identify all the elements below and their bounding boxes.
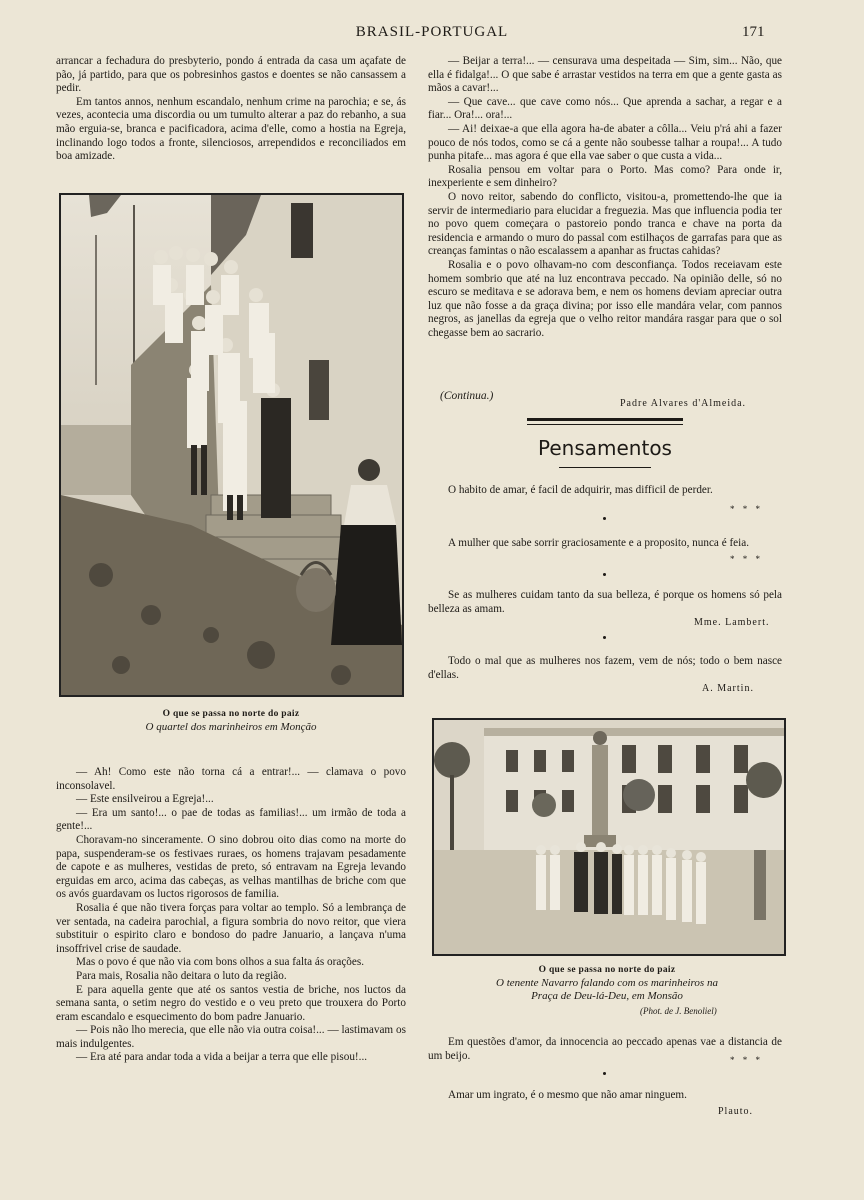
thought-item <box>428 1089 782 1103</box>
continued-note: (Continua.) <box>440 390 494 402</box>
paragraph: Choravam-no sinceramente. O sino dobrou oito dias como na morte do papa, suspenderam-se os festivaes ruraes, os homens trajavam pesadamente de capote e as mulheres, vestidas de preto, só entravam na Egreja levando erguidas em arco, acima das cabeças, as velhas mantilhas de briche com que os avós guardavam os luctos rigorosos de familia. <box>56 833 406 901</box>
left-column-bottom-text <box>56 766 406 1065</box>
paragraph: Rosalia e o povo olhavam-no com desconfiança. Todos receiavam este homem sombrio que até na luz encontrava peccado. Na opinião delle, só no escuro se meditava e se adorava bem, e nem os homens deviam apreciar outra luz que não fosse a da graça divina; por isso elle mandára velar, com pannos negros, as janellas da egreja que o velho reitor mandára rasgar para que o sol chegasse bem ao sacrario. <box>428 258 782 339</box>
paragraph: E para aquella gente que até os santos vestia de briche, nos luctos da semana santa, o setim negro do vestido e o veu preto que trouxera do Porto eram escandalo e esquecimento do bom padre Januario. <box>56 983 406 1023</box>
thought-item <box>428 537 782 551</box>
page-header-title: BRASIL-PORTUGAL <box>355 24 509 40</box>
caption-title: O que se passa no norte do paiz <box>538 965 676 975</box>
photo1-caption <box>56 708 406 734</box>
thought-text: Em questões d'amor, da innocencia ao peccado apenas vae a distancia de um beijo. <box>428 1036 782 1062</box>
photo-illustration <box>434 720 784 954</box>
thought-text: Se as mulheres cuidam tanto da sua belleza, é porque os homens só pela belleza as amam. <box>428 589 782 615</box>
section-title: Pensamentos <box>538 436 672 460</box>
author-signature: Padre Alvares d'Almeida. <box>620 398 747 409</box>
paragraph: Mas o povo é que não via com bons olhos a sua falta ás orações. <box>76 956 365 969</box>
title-underline <box>559 467 651 468</box>
thought-item <box>428 1036 782 1063</box>
thought-item <box>428 655 782 682</box>
separator-dot <box>603 636 606 639</box>
page-number: 171 <box>742 24 765 40</box>
separator-stars: * * * <box>730 554 763 564</box>
thought-author: Mme. Lambert. <box>694 617 770 628</box>
paragraph: Rosalia é que não tivera forças para voltar ao templo. Só a lembrança de ver sentada, na cadeira parochial, a figura sombria do novo reitor, que viera substituir o espirito claro e bondoso do padre Januario, a lançava n'uma insoffrivel crise de saudade. <box>56 901 406 955</box>
paragraph: Rosalia pensou em voltar para o Porto. Mas como? Para onde ir, inexperiente e sem dinheiro? <box>428 163 782 190</box>
thought-text: A mulher que sabe sorrir graciosamente e a proposito, nunca é feia. <box>448 537 750 549</box>
thought-author: Plauto. <box>718 1106 754 1117</box>
photo-credit: (Phot. de J. Benoliel) <box>640 1006 717 1016</box>
thought-text: Todo o mal que as mulheres nos fazem, vem de nós; todo o bem nasce d'ellas. <box>428 655 782 681</box>
paragraph: arrancar a fechadura do presbyterio, pondo á entrada da casa um açafate de pão, já partido, para que os pobresinhos gastos e doentes se não cansassem a pedir. <box>56 55 406 95</box>
paragraph: — Que cave... que cave como nós... Que aprenda a sachar, a regar e a fiar... Ora!... ora!... <box>428 95 782 122</box>
section-divider-thick <box>527 418 683 421</box>
caption-title: O que se passa no norte do paiz <box>162 709 300 719</box>
section-divider-thin <box>527 424 683 425</box>
paragraph: — Ah! Como este não torna cá a entrar!... — clamava o povo inconsolavel. <box>56 766 406 792</box>
photo-sailors-barracks-stairs <box>59 193 404 697</box>
photo-lieutenant-square <box>432 718 786 956</box>
paragraph: — Beijar a terra!... — censurava uma despeitada — Sim, sim... Não, que ella é fidalga!... O que sabe é arrastar vestidos na terra em que a gente gasta as mãos a cavar!... <box>428 55 782 95</box>
paragraph: — Era até para andar toda a vida a beijar a terra que elle pisou!... <box>76 1051 368 1064</box>
thought-text: O habito de amar, é facil de adquirir, mas difficil de perder. <box>448 484 713 496</box>
separator-stars: * * * <box>730 1055 763 1065</box>
paragraph: — Pois não lho merecia, que elle não via outra coisa!... — lastimavam os mais indulgentes. <box>56 1024 406 1050</box>
paragraph: — Era um santo!... o pae de todas as familias!... um irmão de toda a gente!... <box>56 806 406 833</box>
paragraph: — Este ensilveirou a Egreja!... <box>76 793 214 806</box>
separator-dot <box>603 1072 606 1075</box>
thought-text: Amar um ingrato, é o mesmo que não amar ninguem. <box>448 1089 687 1101</box>
photo-illustration <box>61 195 402 695</box>
paragraph: O novo reitor, sabendo do conflicto, visitou-a, promettendo-lhe que ia servir de intermediario para elucidar a freguezia. Mas que influencia podia ter no povo quem começara o pastoreio pondo tranca e chave na porta da residencia e armando o muro do passal com estilhaços de garrafas para que as creanças famintas o não escalassem a apanhar as fructas cahidas? <box>428 190 782 258</box>
caption-subtitle: O quartel dos marinheiros em Monção <box>145 721 317 733</box>
right-column-top-text <box>428 55 782 340</box>
separator-dot <box>603 573 606 576</box>
paragraph: Em tantos annos, nenhum escandalo, nenhum crime na parochia; e se, ás vezes, acontecia uma discordia ou um tumulto alterar a paz do rebanho, a sua mão erguia-se, branca e pacificadora, acima d'elle, como a hostia na Egreja, inclinando logo todos a fronte, silenciosos, arrependidos e reconciliados em boa amizade. <box>56 95 406 163</box>
photo2-caption <box>432 964 782 1003</box>
thought-item <box>428 484 782 498</box>
paragraph: Para mais, Rosalia não deitara o luto da região. <box>76 969 287 982</box>
separator-stars: * * * <box>730 504 763 514</box>
thought-item <box>428 589 782 616</box>
caption-subtitle: O tenente Navarro falando com os marinheiros na Praça de Deu-lá-Deu, em Monsão <box>496 977 718 1002</box>
paragraph: — Ai! deixae-a que ella agora ha-de abater a côlla... Veiu p'rá ahi a fazer pouco de nós todos, como se cá a gente não soubesse talhar a roupa!... A tudo punha pitafe... mas agora é que ella vae saber o que custa a vida... <box>428 122 782 163</box>
thought-author: A. Martin. <box>702 683 754 694</box>
left-column-top-text <box>56 55 406 164</box>
separator-dot <box>603 517 606 520</box>
